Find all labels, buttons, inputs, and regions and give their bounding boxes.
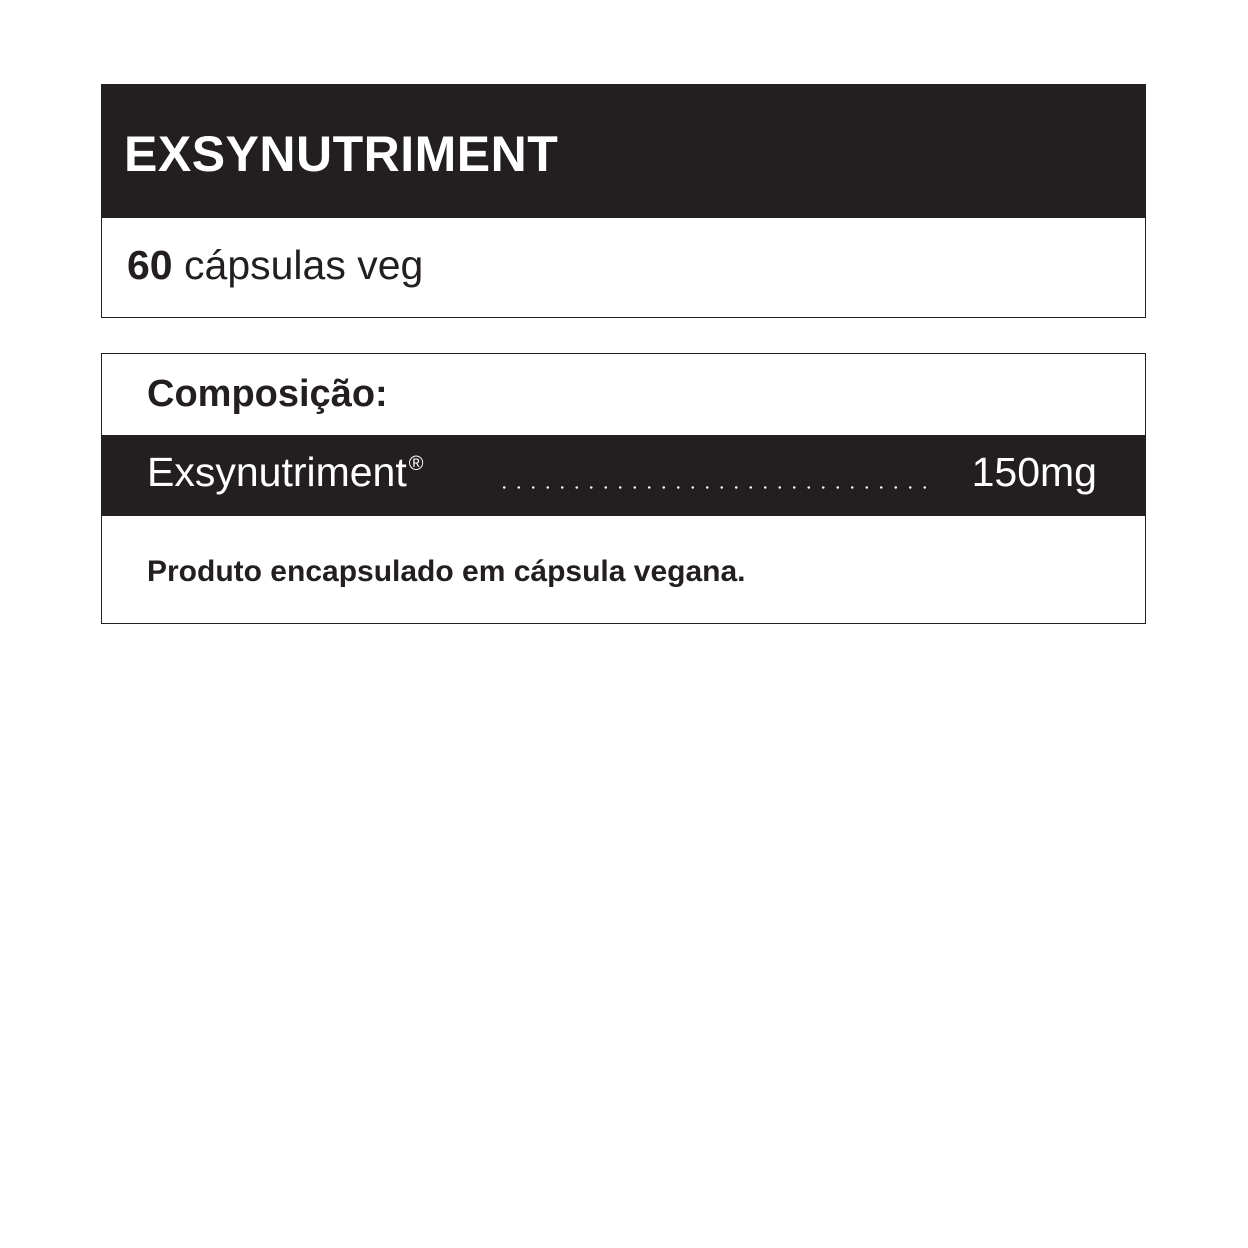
ingredient-name-wrap bbox=[147, 449, 424, 495]
composition-heading: Composição: bbox=[147, 373, 388, 415]
registered-mark: ® bbox=[408, 453, 424, 475]
product-panel bbox=[101, 84, 1146, 318]
ingredient-row bbox=[102, 435, 1145, 516]
composition-panel bbox=[101, 353, 1146, 624]
product-title: EXSYNUTRIMENT bbox=[124, 126, 559, 182]
dotted-leader bbox=[497, 486, 927, 489]
ingredient-amount: 150mg bbox=[971, 449, 1097, 495]
product-quantity bbox=[127, 242, 424, 288]
product-title-band bbox=[102, 85, 1145, 218]
capsule-note: Produto encapsulado em cápsula vegana. bbox=[147, 555, 746, 588]
quantity-number: 60 bbox=[127, 242, 173, 288]
quantity-label: cápsulas veg bbox=[184, 242, 424, 288]
ingredient-name: Exsynutriment bbox=[147, 449, 407, 495]
